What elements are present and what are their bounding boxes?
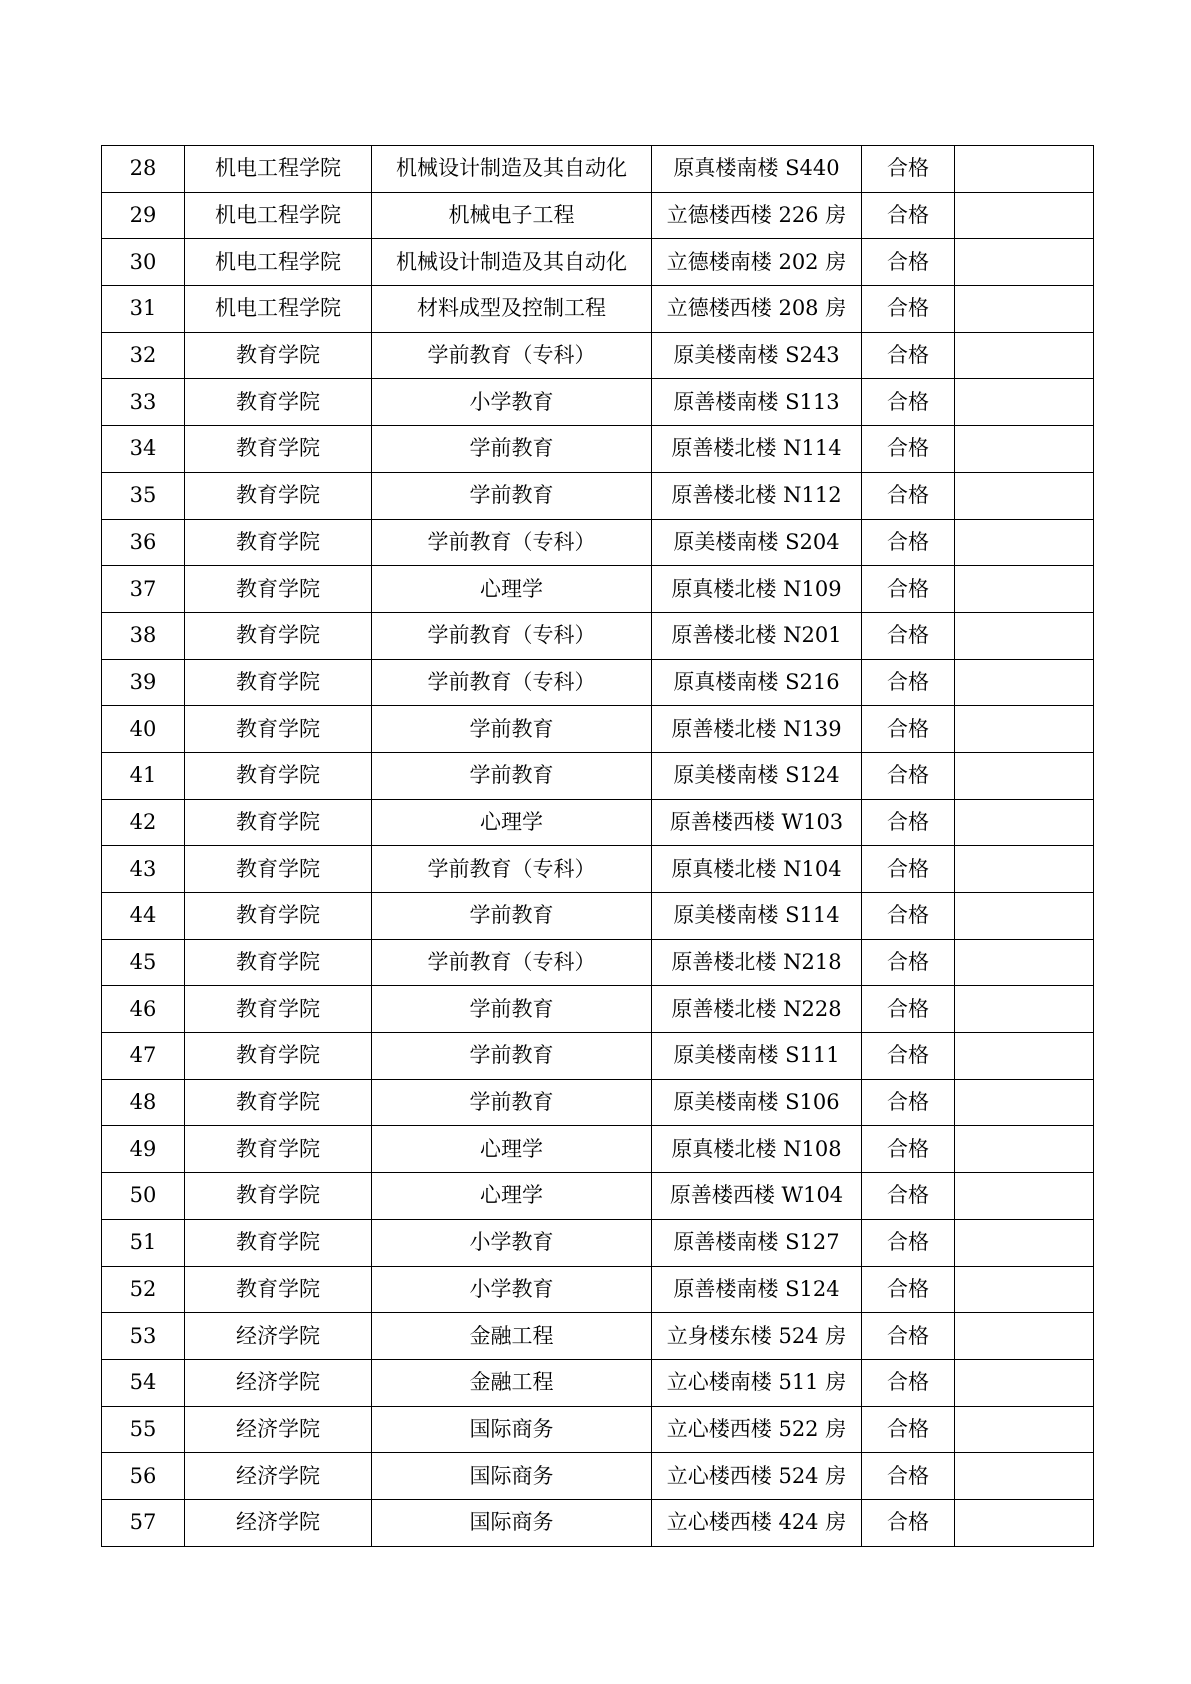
- table-row: [102, 146, 1094, 193]
- room-cell: 立心楼西楼 522 房: [652, 1406, 862, 1453]
- table-row: [102, 286, 1094, 333]
- row-number-cell: 32: [102, 332, 185, 379]
- major-cell: 学前教育（专科）: [372, 939, 652, 986]
- major-cell: 小学教育: [372, 1219, 652, 1266]
- college-cell: 教育学院: [185, 332, 372, 379]
- note-cell: [955, 239, 1094, 286]
- result-cell: 合格: [862, 192, 955, 239]
- table-row: [102, 566, 1094, 613]
- row-number-cell: 31: [102, 286, 185, 333]
- major-cell: 小学教育: [372, 379, 652, 426]
- room-cell: 原善楼南楼 S113: [652, 379, 862, 426]
- row-number-cell: 39: [102, 659, 185, 706]
- room-cell: 原美楼南楼 S124: [652, 752, 862, 799]
- college-cell: 教育学院: [185, 752, 372, 799]
- note-cell: [955, 1033, 1094, 1080]
- note-cell: [955, 1406, 1094, 1453]
- room-cell: 立德楼西楼 226 房: [652, 192, 862, 239]
- table-row: [102, 1219, 1094, 1266]
- result-cell: 合格: [862, 426, 955, 473]
- note-cell: [955, 1126, 1094, 1173]
- note-cell: [955, 846, 1094, 893]
- room-cell: 原美楼南楼 S204: [652, 519, 862, 566]
- college-cell: 机电工程学院: [185, 146, 372, 193]
- note-cell: [955, 519, 1094, 566]
- room-cell: 原真楼南楼 S440: [652, 146, 862, 193]
- result-cell: 合格: [862, 1219, 955, 1266]
- room-cell: 原善楼北楼 N114: [652, 426, 862, 473]
- row-number-cell: 45: [102, 939, 185, 986]
- note-cell: [955, 1266, 1094, 1313]
- result-cell: 合格: [862, 612, 955, 659]
- result-cell: 合格: [862, 239, 955, 286]
- table-row: [102, 192, 1094, 239]
- room-cell: 原善楼北楼 N218: [652, 939, 862, 986]
- row-number-cell: 44: [102, 893, 185, 940]
- row-number-cell: 56: [102, 1453, 185, 1500]
- college-cell: 教育学院: [185, 1219, 372, 1266]
- table-body: [102, 146, 1094, 1547]
- result-cell: 合格: [862, 706, 955, 753]
- table-row: [102, 1079, 1094, 1126]
- note-cell: [955, 1219, 1094, 1266]
- note-cell: [955, 426, 1094, 473]
- table-row: [102, 1499, 1094, 1546]
- major-cell: 学前教育: [372, 1079, 652, 1126]
- major-cell: 学前教育（专科）: [372, 612, 652, 659]
- table-row: [102, 893, 1094, 940]
- result-cell: 合格: [862, 472, 955, 519]
- college-cell: 教育学院: [185, 1126, 372, 1173]
- result-cell: 合格: [862, 519, 955, 566]
- college-cell: 教育学院: [185, 939, 372, 986]
- note-cell: [955, 893, 1094, 940]
- college-cell: 教育学院: [185, 1173, 372, 1220]
- table-row: [102, 472, 1094, 519]
- result-cell: 合格: [862, 146, 955, 193]
- college-cell: 教育学院: [185, 893, 372, 940]
- table-row: [102, 939, 1094, 986]
- table-row: [102, 1453, 1094, 1500]
- result-cell: 合格: [862, 752, 955, 799]
- note-cell: [955, 1079, 1094, 1126]
- note-cell: [955, 379, 1094, 426]
- row-number-cell: 50: [102, 1173, 185, 1220]
- note-cell: [955, 146, 1094, 193]
- row-number-cell: 40: [102, 706, 185, 753]
- college-cell: 教育学院: [185, 1266, 372, 1313]
- row-number-cell: 30: [102, 239, 185, 286]
- major-cell: 学前教育（专科）: [372, 519, 652, 566]
- college-cell: 经济学院: [185, 1359, 372, 1406]
- major-cell: 心理学: [372, 1173, 652, 1220]
- major-cell: 金融工程: [372, 1359, 652, 1406]
- table-row: [102, 846, 1094, 893]
- row-number-cell: 48: [102, 1079, 185, 1126]
- college-cell: 教育学院: [185, 566, 372, 613]
- college-cell: 教育学院: [185, 706, 372, 753]
- room-cell: 原真楼北楼 N109: [652, 566, 862, 613]
- major-cell: 学前教育: [372, 472, 652, 519]
- table-row: [102, 1173, 1094, 1220]
- major-cell: 心理学: [372, 1126, 652, 1173]
- college-cell: 经济学院: [185, 1499, 372, 1546]
- major-cell: 学前教育: [372, 986, 652, 1033]
- college-cell: 教育学院: [185, 659, 372, 706]
- note-cell: [955, 939, 1094, 986]
- table-row: [102, 752, 1094, 799]
- result-cell: 合格: [862, 939, 955, 986]
- college-cell: 教育学院: [185, 986, 372, 1033]
- college-cell: 教育学院: [185, 426, 372, 473]
- college-cell: 经济学院: [185, 1406, 372, 1453]
- major-cell: 学前教育（专科）: [372, 332, 652, 379]
- result-cell: 合格: [862, 659, 955, 706]
- row-number-cell: 38: [102, 612, 185, 659]
- table-row: [102, 1126, 1094, 1173]
- room-cell: 立心楼西楼 424 房: [652, 1499, 862, 1546]
- college-cell: 教育学院: [185, 1079, 372, 1126]
- room-cell: 原美楼南楼 S243: [652, 332, 862, 379]
- row-number-cell: 53: [102, 1313, 185, 1360]
- result-cell: 合格: [862, 1126, 955, 1173]
- note-cell: [955, 286, 1094, 333]
- result-cell: 合格: [862, 1499, 955, 1546]
- college-cell: 经济学院: [185, 1313, 372, 1360]
- room-cell: 原善楼西楼 W103: [652, 799, 862, 846]
- result-cell: 合格: [862, 846, 955, 893]
- major-cell: 学前教育（专科）: [372, 846, 652, 893]
- college-cell: 机电工程学院: [185, 239, 372, 286]
- table-row: [102, 1033, 1094, 1080]
- note-cell: [955, 1313, 1094, 1360]
- college-cell: 教育学院: [185, 846, 372, 893]
- result-cell: 合格: [862, 1033, 955, 1080]
- row-number-cell: 47: [102, 1033, 185, 1080]
- major-cell: 机械设计制造及其自动化: [372, 239, 652, 286]
- result-cell: 合格: [862, 566, 955, 613]
- table-row: [102, 1313, 1094, 1360]
- note-cell: [955, 986, 1094, 1033]
- row-number-cell: 37: [102, 566, 185, 613]
- room-cell: 立德楼南楼 202 房: [652, 239, 862, 286]
- table-row: [102, 332, 1094, 379]
- row-number-cell: 34: [102, 426, 185, 473]
- college-cell: 机电工程学院: [185, 286, 372, 333]
- result-cell: 合格: [862, 986, 955, 1033]
- major-cell: 国际商务: [372, 1453, 652, 1500]
- row-number-cell: 35: [102, 472, 185, 519]
- room-cell: 原善楼北楼 N112: [652, 472, 862, 519]
- note-cell: [955, 799, 1094, 846]
- note-cell: [955, 566, 1094, 613]
- major-cell: 机械设计制造及其自动化: [372, 146, 652, 193]
- result-cell: 合格: [862, 332, 955, 379]
- note-cell: [955, 659, 1094, 706]
- major-cell: 学前教育: [372, 706, 652, 753]
- major-cell: 材料成型及控制工程: [372, 286, 652, 333]
- room-cell: 原真楼南楼 S216: [652, 659, 862, 706]
- room-cell: 原美楼南楼 S111: [652, 1033, 862, 1080]
- result-cell: 合格: [862, 1313, 955, 1360]
- note-cell: [955, 1359, 1094, 1406]
- note-cell: [955, 192, 1094, 239]
- major-cell: 学前教育: [372, 426, 652, 473]
- room-cell: 原美楼南楼 S114: [652, 893, 862, 940]
- row-number-cell: 55: [102, 1406, 185, 1453]
- college-cell: 经济学院: [185, 1453, 372, 1500]
- row-number-cell: 52: [102, 1266, 185, 1313]
- major-cell: 小学教育: [372, 1266, 652, 1313]
- room-cell: 原真楼北楼 N104: [652, 846, 862, 893]
- table-row: [102, 706, 1094, 753]
- note-cell: [955, 752, 1094, 799]
- room-cell: 原真楼北楼 N108: [652, 1126, 862, 1173]
- college-cell: 机电工程学院: [185, 192, 372, 239]
- result-cell: 合格: [862, 893, 955, 940]
- row-number-cell: 29: [102, 192, 185, 239]
- row-number-cell: 46: [102, 986, 185, 1033]
- result-cell: 合格: [862, 799, 955, 846]
- table-row: [102, 1406, 1094, 1453]
- row-number-cell: 36: [102, 519, 185, 566]
- note-cell: [955, 612, 1094, 659]
- row-number-cell: 51: [102, 1219, 185, 1266]
- room-cell: 立身楼东楼 524 房: [652, 1313, 862, 1360]
- note-cell: [955, 706, 1094, 753]
- room-cell: 立德楼西楼 208 房: [652, 286, 862, 333]
- table-row: [102, 659, 1094, 706]
- room-cell: 原善楼北楼 N201: [652, 612, 862, 659]
- row-number-cell: 33: [102, 379, 185, 426]
- row-number-cell: 43: [102, 846, 185, 893]
- row-number-cell: 57: [102, 1499, 185, 1546]
- result-cell: 合格: [862, 1453, 955, 1500]
- note-cell: [955, 332, 1094, 379]
- major-cell: 心理学: [372, 566, 652, 613]
- room-cell: 原美楼南楼 S106: [652, 1079, 862, 1126]
- result-cell: 合格: [862, 1406, 955, 1453]
- note-cell: [955, 1499, 1094, 1546]
- table-row: [102, 799, 1094, 846]
- result-cell: 合格: [862, 1173, 955, 1220]
- college-cell: 教育学院: [185, 472, 372, 519]
- result-cell: 合格: [862, 1266, 955, 1313]
- room-cell: 立心楼西楼 524 房: [652, 1453, 862, 1500]
- row-number-cell: 54: [102, 1359, 185, 1406]
- result-cell: 合格: [862, 286, 955, 333]
- row-number-cell: 28: [102, 146, 185, 193]
- table-row: [102, 426, 1094, 473]
- college-cell: 教育学院: [185, 1033, 372, 1080]
- note-cell: [955, 472, 1094, 519]
- room-cell: 原善楼北楼 N139: [652, 706, 862, 753]
- result-cell: 合格: [862, 1359, 955, 1406]
- room-cell: 立心楼南楼 511 房: [652, 1359, 862, 1406]
- major-cell: 国际商务: [372, 1499, 652, 1546]
- major-cell: 国际商务: [372, 1406, 652, 1453]
- row-number-cell: 41: [102, 752, 185, 799]
- college-cell: 教育学院: [185, 379, 372, 426]
- row-number-cell: 49: [102, 1126, 185, 1173]
- table-row: [102, 612, 1094, 659]
- table-row: [102, 1266, 1094, 1313]
- major-cell: 金融工程: [372, 1313, 652, 1360]
- room-cell: 原善楼西楼 W104: [652, 1173, 862, 1220]
- major-cell: 学前教育: [372, 1033, 652, 1080]
- room-cell: 原善楼南楼 S127: [652, 1219, 862, 1266]
- room-cell: 原善楼南楼 S124: [652, 1266, 862, 1313]
- room-cell: 原善楼北楼 N228: [652, 986, 862, 1033]
- note-cell: [955, 1173, 1094, 1220]
- major-cell: 学前教育: [372, 893, 652, 940]
- table-row: [102, 379, 1094, 426]
- table-row: [102, 986, 1094, 1033]
- major-cell: 学前教育: [372, 752, 652, 799]
- table-row: [102, 239, 1094, 286]
- college-cell: 教育学院: [185, 612, 372, 659]
- result-cell: 合格: [862, 1079, 955, 1126]
- college-cell: 教育学院: [185, 799, 372, 846]
- major-cell: 机械电子工程: [372, 192, 652, 239]
- major-cell: 心理学: [372, 799, 652, 846]
- major-cell: 学前教育（专科）: [372, 659, 652, 706]
- inspection-results-table: [101, 145, 1094, 1547]
- result-cell: 合格: [862, 379, 955, 426]
- college-cell: 教育学院: [185, 519, 372, 566]
- table-row: [102, 1359, 1094, 1406]
- row-number-cell: 42: [102, 799, 185, 846]
- table-row: [102, 519, 1094, 566]
- note-cell: [955, 1453, 1094, 1500]
